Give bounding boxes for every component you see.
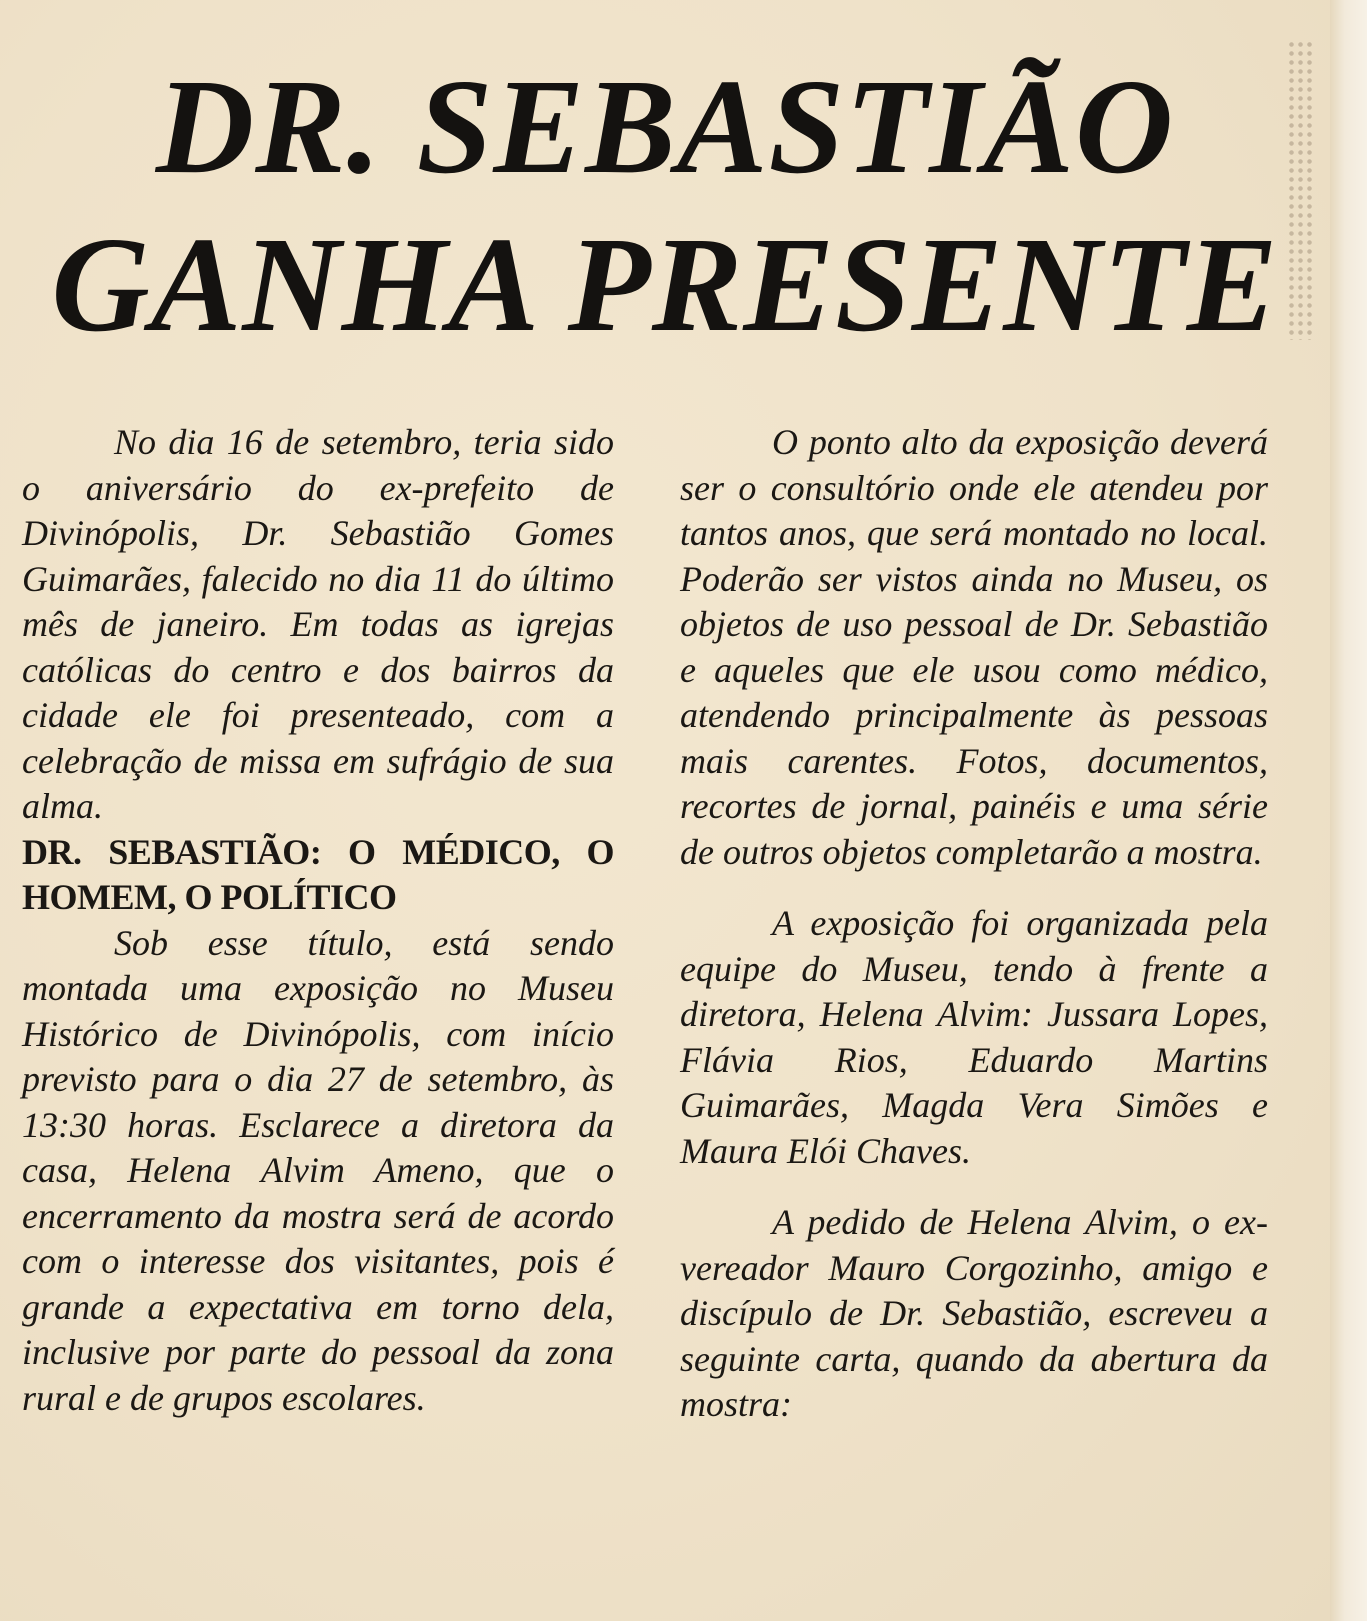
- torn-perforation: [1287, 40, 1315, 340]
- left-column: [22, 420, 614, 1421]
- left-paragraph-1: No dia 16 de setembro, teria sido o aniversário do ex-prefeito de Divinópolis, Dr. Sebastião Gomes Guimarães, falecido no dia 11 do último mês de janeiro. Em todas as igrejas católicas do centro e dos bairros da cidade ele foi presenteado, com a celebração de missa em sufrágio de sua alma.: [22, 422, 614, 826]
- right-paragraph-3: A pedido de Helena Alvim, o ex-vereador Mauro Corgozinho, amigo e discípulo de Dr. Sebastião, escreveu a seguinte carta, quando da abertura da mostra:: [680, 1202, 1268, 1424]
- paper-edge: [1330, 0, 1367, 1621]
- right-paragraph-2: A exposição foi organizada pela equipe do Museu, tendo à frente a diretora, Helena Alvim: Jussara Lopes, Flávia Rios, Eduardo Martins Guimarães, Magda Vera Simões e Maura Elói Chaves.: [680, 903, 1268, 1171]
- left-paragraph-2: Sob esse título, está sendo montada uma exposição no Museu Histórico de Divinópolis, com início previsto para o dia 27 de setembro, às 13:30 horas. Esclarece a diretora da casa, Helena Alvim Ameno, que o encerramento da mostra será de acordo com o interesse dos visitantes, pois é grande a expectativa em torno dela, inclusive por parte do pessoal da zona rural e de grupos escolares.: [22, 922, 614, 1418]
- headline: [40, 48, 1290, 364]
- right-column: [680, 420, 1268, 1428]
- headline-line-1: DR. SEBASTIÃO: [155, 52, 1175, 202]
- headline-line-2: GANHA PRESENTE: [51, 210, 1279, 360]
- section-subheading: DR. SEBASTIÃO: O MÉDICO, O HOMEM, O POLÍTICO: [22, 831, 614, 917]
- right-paragraph-1: O ponto alto da exposição deverá ser o consultório onde ele atendeu por tantos anos, que será montado no local. Poderão ser vistos ainda no Museu, os objetos de uso pessoal de Dr. Sebastião e aqueles que ele usou como médico, atendendo principalmente às pessoas mais carentes. Fotos, documentos, recortes de jornal, painéis e uma série de outros objetos completarão a mostra.: [680, 422, 1268, 872]
